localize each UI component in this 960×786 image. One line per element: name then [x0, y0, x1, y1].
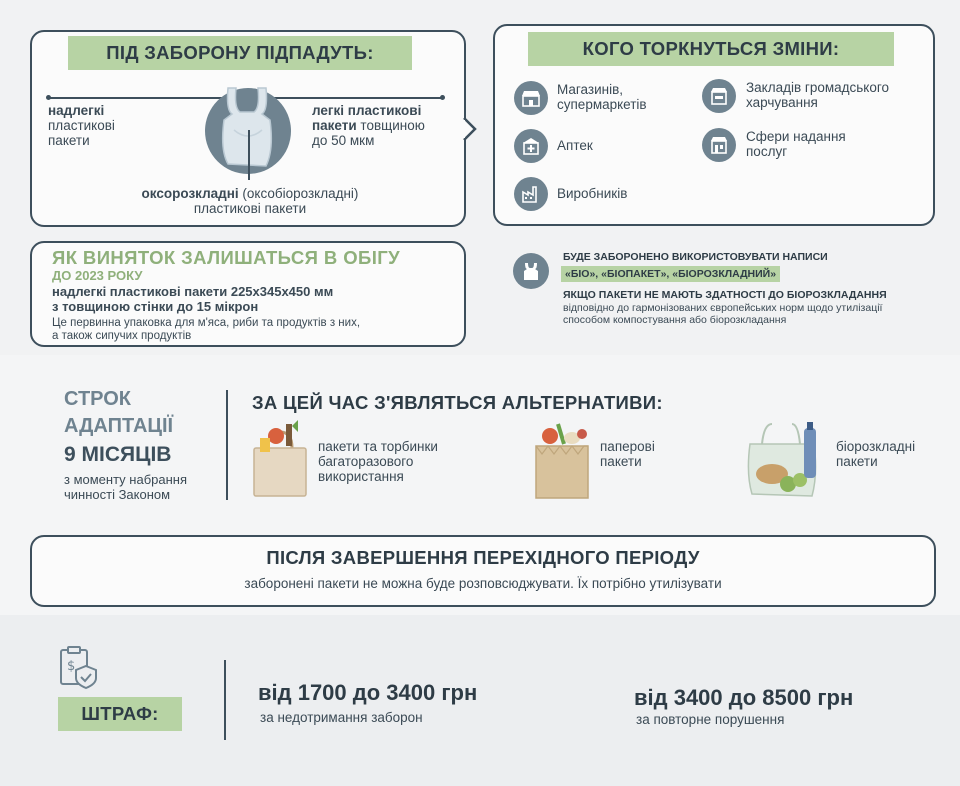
- alt-item-3: [836, 439, 915, 469]
- fine-desc-1: за недотримання заборон: [260, 710, 423, 725]
- adaptation-l3: 9 МІСЯЦІВ: [64, 443, 172, 466]
- alt-item-2-l1: паперові: [600, 439, 655, 454]
- ban-left-l1: надлегкі: [48, 103, 105, 118]
- ban-right-l2-rest: товщиною: [356, 118, 425, 133]
- arrow-connector: [462, 116, 478, 142]
- affected-item-2-l1: Закладів громадського: [746, 80, 889, 95]
- document-shield-icon: [58, 644, 102, 690]
- pharmacy-icon: [514, 129, 548, 163]
- bag-icon: [513, 253, 549, 289]
- exception-title: ЯК ВИНЯТОК ЗАЛИШАТЬСЯ В ОБІГУ: [52, 247, 401, 268]
- affected-item-2-l2: харчування: [746, 95, 818, 110]
- store-icon: [514, 81, 548, 115]
- after-text: заборонені пакети не можна буде розповсюджувати. Їх потрібно утилізувати: [244, 576, 722, 591]
- alt-item-1-l2: багаторазового: [318, 454, 414, 469]
- ban-line-vertical: [248, 130, 250, 180]
- fine-amount-2: від 3400 до 8500 грн: [634, 685, 854, 710]
- adaptation-l4: з моменту набрання: [64, 472, 188, 487]
- line-dot-left: [46, 95, 51, 100]
- exception-note-l1: Це первинна упаковка для м'яса, риби та продуктів з них,: [52, 317, 361, 329]
- line-dot-right: [440, 95, 445, 100]
- ban-title: ПІД ЗАБОРОНУ ПІДПАДУТЬ:: [68, 36, 412, 70]
- fine-amount-1: від 1700 до 3400 грн: [258, 680, 478, 705]
- labels-l1: БУДЕ ЗАБОРОНЕНО ВИКОРИСТОВУВАТИ НАПИСИ: [563, 251, 828, 263]
- labels-l5: способом компостування або біорозкладання: [563, 314, 787, 326]
- ban-right-text: [312, 103, 425, 148]
- adaptation-note: [64, 472, 187, 502]
- alt-item-1-l3: використання: [318, 469, 404, 484]
- exception-bold: [52, 284, 333, 314]
- alt-item-2-l2: пакети: [600, 454, 642, 469]
- ban-right-l1: легкі пластикові: [312, 103, 422, 118]
- ban-right-l2-bold: пакети: [312, 118, 357, 133]
- alt-item-1-l1: пакети та торбинки: [318, 439, 438, 454]
- bio-bag-icon: [742, 414, 832, 500]
- cafe-icon: [702, 79, 736, 113]
- ban-left-l3: пакети: [48, 133, 90, 148]
- adaptation-l1: СТРОК: [64, 388, 132, 410]
- labels-l4: відповідно до гармонізованих європейських норм щодо утилізації: [563, 302, 883, 314]
- plastic-bag-icon: [214, 80, 280, 170]
- labels-l3: ЯКЩО ПАКЕТИ НЕ МАЮТЬ ЗДАТНОСТІ ДО БІОРОЗКЛАДАННЯ: [563, 289, 887, 301]
- exception-bold-l1: надлегкі пластикові пакети 225х345х450 мм: [52, 284, 334, 299]
- exception-bold-l2: з товщиною стінки до 15 мікрон: [52, 299, 259, 314]
- alt-item-2: [600, 439, 655, 469]
- affected-item-4: [746, 129, 846, 159]
- affected-item-4-l2: послуг: [746, 144, 788, 159]
- ban-bottom-bold: оксорозкладні: [141, 186, 239, 201]
- ban-left-text: [48, 103, 115, 148]
- paper-bag-icon: [528, 420, 596, 500]
- affected-item-1-l1: Магазинів,: [557, 82, 623, 97]
- alternatives-title: ЗА ЦЕЙ ЧАС З'ЯВЛЯТЬСЯ АЛЬТЕРНАТИВИ:: [252, 392, 663, 413]
- affected-title: КОГО ТОРКНУТЬСЯ ЗМІНИ:: [528, 32, 894, 66]
- fine-desc-2: за повторне порушення: [636, 712, 785, 727]
- ban-right-l3: до 50 мкм: [312, 133, 375, 148]
- after-box: [30, 535, 936, 607]
- adaptation-l5: чинності Законом: [64, 487, 171, 502]
- alt-item-1: [318, 439, 438, 484]
- affected-item-5-l1: Виробників: [557, 186, 628, 201]
- affected-item-4-l1: Сфери надання: [746, 129, 846, 144]
- adaptation-divider: [226, 390, 228, 500]
- alt-item-3-l2: пакети: [836, 454, 878, 469]
- affected-item-1: [557, 82, 647, 112]
- affected-item-3: [557, 138, 593, 153]
- ban-bottom-l2: пластикові пакети: [193, 201, 307, 216]
- after-title: ПІСЛЯ ЗАВЕРШЕННЯ ПЕРЕХІДНОГО ПЕРІОДУ: [266, 547, 700, 568]
- factory-icon: [514, 177, 548, 211]
- exception-subtitle: ДО 2023 РОКУ: [52, 268, 143, 283]
- exception-note: [52, 317, 360, 343]
- affected-item-3-l1: Аптек: [557, 138, 593, 153]
- labels-l2: «БІО», «БІОПАКЕТ», «БІОРОЗКЛАДНИЙ»: [561, 266, 780, 282]
- exception-note-l2: а також сипучих продуктів: [52, 330, 192, 342]
- fine-label: ШТРАФ:: [58, 697, 182, 731]
- svg-text:$: $: [67, 659, 76, 674]
- ban-bottom-rest: (оксобіорозкладні): [238, 186, 359, 201]
- reusable-bag-icon: [248, 418, 312, 498]
- alt-item-3-l1: біорозкладні: [836, 439, 916, 454]
- affected-item-5: [557, 186, 627, 201]
- ban-bottom-text: [100, 186, 400, 216]
- adaptation-l2: АДАПТАЦІЇ: [64, 415, 174, 437]
- services-icon: [702, 128, 736, 162]
- affected-item-2: [746, 80, 889, 110]
- fine-divider: [224, 660, 226, 740]
- affected-item-1-l2: супермаркетів: [557, 97, 647, 112]
- ban-left-l2: пластикові: [48, 118, 115, 133]
